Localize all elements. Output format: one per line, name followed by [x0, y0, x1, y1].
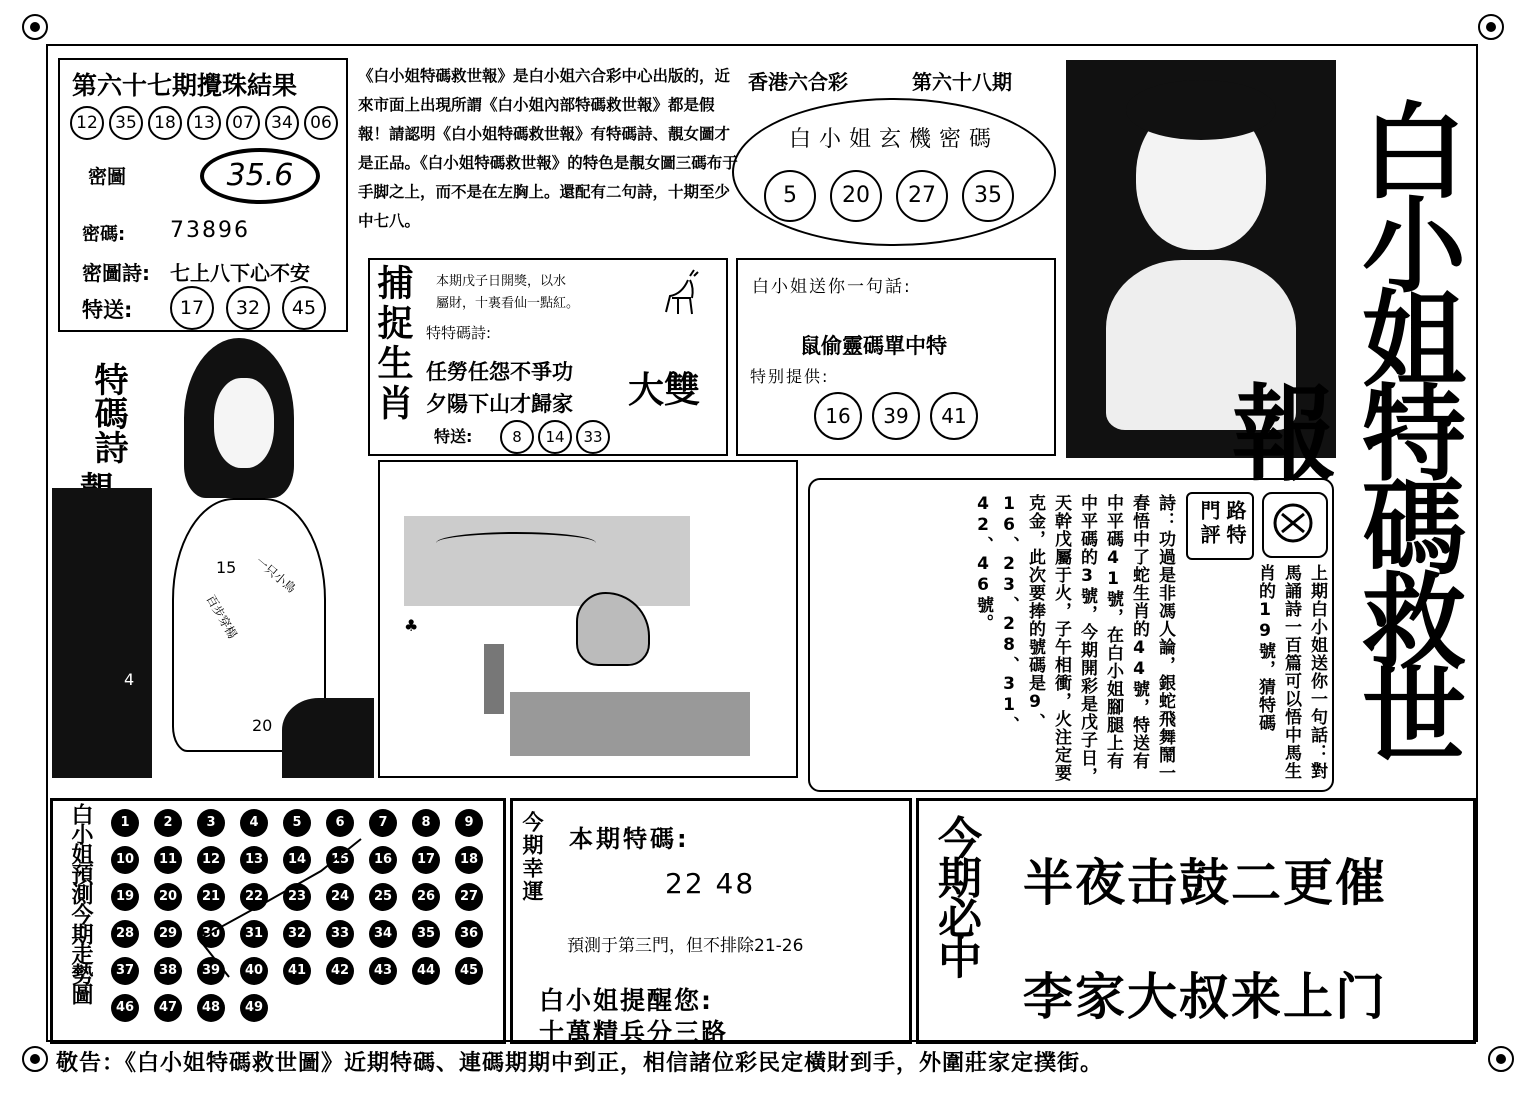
catch-poem-line1: 任勞任怨不爭功 — [426, 360, 573, 384]
grid-ball: 22 — [240, 883, 268, 911]
oval-number: 5 — [764, 170, 816, 222]
intro-text: 《白小姐特碼救世報》是白小姐六合彩中心出版的，近來市面上出現所謂《白小姐內部特碼救世報》都是假報！請認明《白小姐特碼救世報》有特碼詩、靚女圖才是正品。《白小姐特碼救世報》的特色是靚女圖三碼布于手脚之上，而不是在左胸上。還配有二句詩，十期至少中七八。 — [358, 67, 738, 230]
review-box — [808, 478, 1334, 792]
grid-ball: 24 — [326, 883, 354, 911]
grid-ball: 38 — [154, 957, 182, 985]
grid-ball: 49 — [240, 994, 268, 1022]
grid-ball: 3 — [197, 809, 225, 837]
catch-tesong-number: 33 — [576, 420, 610, 454]
sentence-number: 41 — [930, 392, 978, 440]
cartoon-cloud — [436, 532, 596, 554]
figure-number-20: 20 — [252, 716, 273, 735]
grid-ball: 37 — [111, 957, 139, 985]
grid-ball: 27 — [455, 883, 483, 911]
result-box — [58, 58, 348, 332]
lucky-note: 預測于第三門，但不排除21-26 — [567, 936, 804, 956]
grid-ball: 46 — [111, 994, 139, 1022]
catch-note-line1: 本期戊子日開獎，以水 — [436, 274, 567, 289]
issue-number: 第六十八期 — [912, 70, 1012, 94]
masthead-title: 白小姐特碼救世報 — [1214, 97, 1467, 755]
result-number: 34 — [265, 106, 299, 140]
corner-ornament-icon — [1488, 1046, 1514, 1072]
grid-ball: 10 — [111, 846, 139, 874]
grid-ball: 23 — [283, 883, 311, 911]
sprout-icon: ♣ — [404, 616, 419, 635]
trend-line — [111, 809, 501, 1039]
catch-tesong-label: 特送: — [434, 427, 473, 446]
oval-number: 35 — [962, 170, 1014, 222]
sentence-number: 16 — [814, 392, 862, 440]
result-number: 35 — [109, 106, 143, 140]
left-figure-area — [52, 338, 374, 778]
sentence-number: 39 — [872, 392, 920, 440]
grid-ball: 28 — [111, 920, 139, 948]
mystic-code-oval — [732, 98, 1056, 246]
figure-script-1: 一只小鳥 — [252, 554, 299, 596]
cartoon-box — [378, 460, 798, 778]
grid-ball: 45 — [455, 957, 483, 985]
result-number: 07 — [226, 106, 260, 140]
grid-ball: 18 — [455, 846, 483, 874]
grid-ball: 15 — [326, 846, 354, 874]
trend-grid-box — [50, 798, 506, 1044]
figure-shadow — [52, 488, 152, 778]
tesong-number: 45 — [282, 286, 326, 330]
grid-ball: 5 — [283, 809, 311, 837]
grid-ball: 8 — [412, 809, 440, 837]
remind-title: 白小姐提醒您: — [539, 986, 713, 1015]
result-numbers — [70, 106, 338, 140]
cartoon-water — [510, 692, 750, 756]
remind-line: 十萬精兵分三路 — [539, 1018, 729, 1047]
sentence-title: 白小姐送你一句話: — [752, 277, 912, 297]
cartoon-sky — [404, 516, 690, 606]
corner-ornament-icon — [22, 1046, 48, 1072]
result-number: 12 — [70, 106, 104, 140]
grid-ball: 44 — [412, 957, 440, 985]
figure-vertical-title: 特碼詩 — [88, 362, 128, 464]
grid-ball: 26 — [412, 883, 440, 911]
poem-label: 密圖詩: — [82, 261, 150, 285]
must-line-2: 李家大叔来上门 — [1023, 968, 1387, 1026]
grid-vertical: 白小姐預測今期走勢圖 — [68, 803, 94, 1003]
oval-number: 27 — [896, 170, 948, 222]
grid-ball: 4 — [240, 809, 268, 837]
lucky-title: 本期特碼: — [569, 825, 690, 853]
grid-ball: 34 — [369, 920, 397, 948]
figure-number-15: 15 — [216, 558, 237, 577]
figure-script-2: 百步穿楊 — [203, 592, 240, 642]
catch-vertical: 捕捉生肖 — [372, 264, 413, 424]
catch-poem-line2: 夕陽下山才歸家 — [426, 392, 573, 416]
lucky-box — [510, 798, 912, 1047]
grid-ball: 48 — [197, 994, 225, 1022]
grid-ball: 13 — [240, 846, 268, 874]
sentence-line: 鼠偷靈碼單中特 — [800, 334, 947, 358]
catch-tesong-numbers — [500, 420, 610, 454]
grid-ball: 17 — [412, 846, 440, 874]
grid-ball: 33 — [326, 920, 354, 948]
grid-ball: 41 — [283, 957, 311, 985]
grid-ball: 19 — [111, 883, 139, 911]
sentence-numbers — [814, 392, 978, 440]
review-column-1: 上期白小姐送你一句話：對馬誦詩一百篇可以悟中馬生肖的19號，猜特碼 — [1255, 564, 1327, 780]
grid-ball: 9 — [455, 809, 483, 837]
grid-ball: 31 — [240, 920, 268, 948]
catch-poem-label: 特特碼詩: — [426, 324, 492, 342]
tesong-number: 17 — [170, 286, 214, 330]
grid-ball: 6 — [326, 809, 354, 837]
grid-ball: 14 — [283, 846, 311, 874]
result-number: 18 — [148, 106, 182, 140]
figure-foot-shadow — [282, 698, 374, 778]
mima-value: 73896 — [170, 218, 250, 243]
catch-zodiac-box — [368, 258, 728, 456]
result-number: 13 — [187, 106, 221, 140]
grid-ball: 40 — [240, 957, 268, 985]
corner-ornament-icon — [22, 14, 48, 40]
mitu-label: 密圖 — [88, 166, 127, 188]
goat-icon — [660, 268, 704, 328]
cartoon-post-icon — [484, 644, 504, 714]
catch-tesong-number: 8 — [500, 420, 534, 454]
sentence-provide-label: 特别提供: — [750, 367, 830, 386]
grid-ball: 36 — [455, 920, 483, 948]
lottery-name: 香港六合彩 — [748, 70, 848, 94]
oval-number: 20 — [830, 170, 882, 222]
figure-hair — [184, 338, 294, 498]
grid-ball: 2 — [154, 809, 182, 837]
catch-big: 大雙 — [628, 370, 701, 411]
grid-ball: 20 — [154, 883, 182, 911]
grid-ball: 16 — [369, 846, 397, 874]
grid-ball: 47 — [154, 994, 182, 1022]
grid-ball: 30 — [197, 920, 225, 948]
grid-ball: 43 — [369, 957, 397, 985]
lucky-vertical: 今期幸運 — [520, 811, 544, 903]
tesong-number: 32 — [226, 286, 270, 330]
corner-ornament-icon — [1478, 14, 1504, 40]
tesong-numbers — [170, 286, 326, 330]
review-emblem-icon — [1262, 492, 1328, 558]
must-line-1: 半夜击鼓二更催 — [1023, 854, 1387, 912]
catch-note-line2: 屬財，十裏看仙一點紅。 — [436, 296, 580, 311]
grid-ball: 1 — [111, 809, 139, 837]
review-column-2: 詩：功過是非馮人論，銀蛇飛舞鬧一春悟中了蛇生肖的44號，特送有中平碼41號，在白小姐腳腿上有中平碼的3號，今期開彩是戊子日，天幹戊屬于火，子午相衝，火注定要克金，此次要捧的號碼是9、16、23、28、31、42、46號。 — [973, 494, 1175, 785]
must-vertical: 今期必中 — [930, 815, 981, 975]
grid-ball: 42 — [326, 957, 354, 985]
result-number: 06 — [304, 106, 338, 140]
grid-ball: 35 — [412, 920, 440, 948]
grid-ball: 32 — [283, 920, 311, 948]
lucky-numbers: 22 48 — [665, 867, 756, 900]
tesong-label: 特送: — [82, 298, 133, 322]
footer-text: 敬告：《白小姐特碼救世圖》近期特碼、連碼期期中到正，相信諸位彩民定橫財到手，外圍莊家定撲街。 — [56, 1051, 1104, 1076]
oval-numbers — [764, 170, 1014, 222]
review-header-box — [1186, 492, 1254, 560]
grid-ball: 12 — [197, 846, 225, 874]
mitu-value: 35.6 — [200, 148, 320, 204]
sentence-box — [736, 258, 1056, 456]
grid-ball: 11 — [154, 846, 182, 874]
oval-title: 白小姐玄機密碼 — [788, 127, 999, 152]
figure-number-4: 4 — [124, 670, 135, 689]
grid-ball: 7 — [369, 809, 397, 837]
review-header: 路特門評 — [1197, 500, 1247, 548]
must-hit-box — [916, 798, 1476, 1044]
catch-tesong-number: 14 — [538, 420, 572, 454]
grid-ball: 25 — [369, 883, 397, 911]
poem-value: 七上八下心不安 — [170, 261, 310, 285]
grid-ball: 39 — [197, 957, 225, 985]
grid-ball: 21 — [197, 883, 225, 911]
grid-ball: 29 — [154, 920, 182, 948]
result-title: 第六十七期攪珠結果 — [72, 71, 298, 100]
mima-label: 密碼: — [82, 224, 126, 245]
